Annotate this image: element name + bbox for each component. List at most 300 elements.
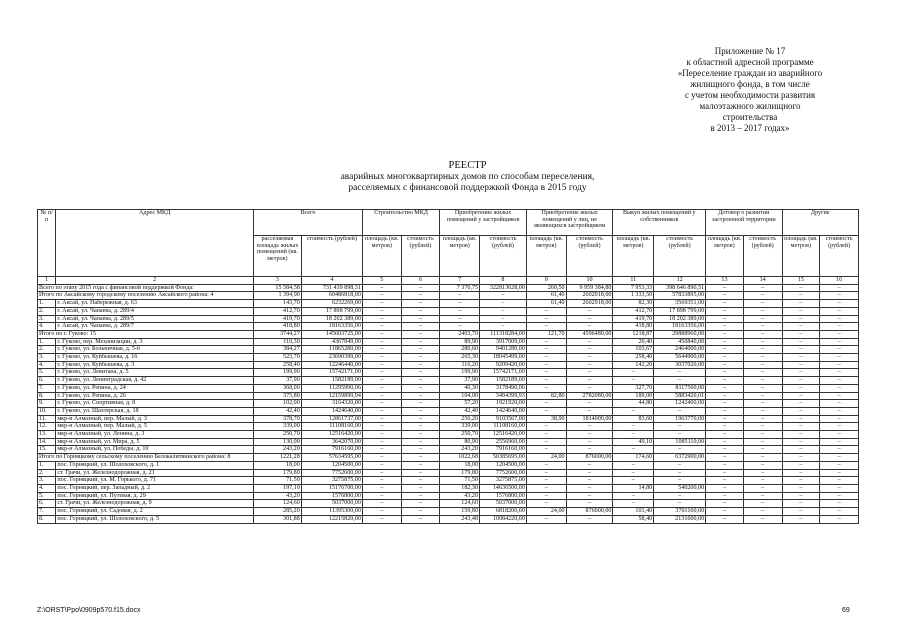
- value-cell: –: [820, 346, 859, 354]
- value-cell: –: [566, 361, 613, 369]
- value-cell: –: [362, 469, 401, 477]
- value-cell: 1 394,90: [253, 292, 301, 300]
- column-number: 4: [301, 277, 362, 285]
- value-cell: –: [362, 377, 401, 385]
- value-cell: –: [401, 500, 440, 508]
- subheader-cost: стоимость (рублей): [301, 236, 362, 277]
- value-cell: –: [820, 392, 859, 400]
- value-cell: –: [613, 446, 654, 454]
- value-cell: –: [654, 492, 706, 500]
- table-row: [38, 400, 859, 408]
- value-cell: –: [526, 338, 566, 346]
- value-cell: –: [743, 361, 782, 369]
- value-cell: 189,00: [613, 392, 654, 400]
- row-number: 8.: [38, 392, 56, 400]
- value-cell: 7 953,33: [613, 284, 654, 292]
- value-cell: –: [820, 500, 859, 508]
- value-cell: 199,90: [253, 369, 301, 377]
- subheader-area: площадь (кв. метров): [706, 236, 744, 277]
- value-cell: 378,70: [253, 415, 301, 423]
- value-cell: 418,80: [613, 323, 654, 331]
- value-cell: –: [782, 315, 820, 323]
- appendix-line: к областной адресной программе: [686, 57, 814, 67]
- value-cell: –: [654, 423, 706, 431]
- value-cell: –: [743, 407, 782, 415]
- value-cell: –: [820, 369, 859, 377]
- row-number: 10.: [38, 407, 56, 415]
- value-cell: –: [526, 438, 566, 446]
- value-cell: 3275875,00: [480, 477, 527, 485]
- value-cell: –: [743, 354, 782, 362]
- value-cell: –: [782, 361, 820, 369]
- value-cell: –: [782, 307, 820, 315]
- value-cell: –: [362, 346, 401, 354]
- value-cell: –: [654, 477, 706, 485]
- value-cell: –: [820, 508, 859, 516]
- table-row: [38, 500, 859, 508]
- value-cell: 40,30: [440, 384, 480, 392]
- value-cell: –: [706, 392, 744, 400]
- registry-table: [37, 209, 859, 524]
- value-cell: 101,40: [613, 508, 654, 516]
- value-cell: 876000,00: [566, 508, 613, 516]
- value-cell: –: [743, 415, 782, 423]
- address-cell: г. Гуково, ул. Ленинградская, д. 42: [56, 377, 254, 385]
- value-cell: 1921920,00: [480, 400, 527, 408]
- table-row: [38, 515, 859, 523]
- value-cell: 18,00: [440, 461, 480, 469]
- header-other: Другие: [782, 210, 859, 236]
- table-row: [38, 392, 859, 400]
- address-cell: ст. Грачи, ул. Железнодорожная, д. 21: [56, 469, 254, 477]
- address-cell: пос. Горняцкий, ул. Путевая, д. 29: [56, 492, 254, 500]
- value-cell: –: [654, 446, 706, 454]
- value-cell: 11295990,06: [301, 384, 362, 392]
- value-cell: –: [362, 461, 401, 469]
- value-cell: –: [362, 330, 401, 338]
- value-cell: –: [782, 323, 820, 331]
- appendix-line: в 2013 – 2017 годах»: [710, 123, 790, 133]
- value-cell: –: [401, 346, 440, 354]
- value-cell: 143,70: [253, 300, 301, 308]
- subheader-area: площадь (кв. метров): [440, 236, 480, 277]
- value-cell: –: [782, 484, 820, 492]
- value-cell: 2464000,00: [654, 346, 706, 354]
- value-cell: –: [362, 392, 401, 400]
- value-cell: –: [566, 346, 613, 354]
- table-row: [38, 446, 859, 454]
- value-cell: –: [820, 515, 859, 523]
- value-cell: –: [526, 423, 566, 431]
- value-cell: –: [362, 307, 401, 315]
- value-cell: –: [706, 354, 744, 362]
- value-cell: –: [566, 407, 613, 415]
- value-cell: 2403,70: [440, 330, 480, 338]
- value-cell: 3744,27: [253, 330, 301, 338]
- value-cell: –: [613, 492, 654, 500]
- value-cell: 17 898 799,00: [301, 307, 362, 315]
- address-cell: г. Аксай, ул. Набережная, д. 63: [56, 300, 254, 308]
- value-cell: 18163356,00: [654, 323, 706, 331]
- value-cell: 3701100,00: [654, 508, 706, 516]
- value-cell: –: [782, 500, 820, 508]
- value-cell: 82,80: [526, 392, 566, 400]
- value-cell: 159,80: [440, 508, 480, 516]
- value-cell: –: [820, 438, 859, 446]
- value-cell: 301,88: [253, 515, 301, 523]
- value-cell: –: [743, 423, 782, 431]
- value-cell: –: [362, 492, 401, 500]
- value-cell: –: [362, 438, 401, 446]
- value-cell: –: [782, 438, 820, 446]
- value-cell: –: [782, 415, 820, 423]
- value-cell: –: [820, 484, 859, 492]
- value-cell: –: [401, 338, 440, 346]
- value-cell: –: [362, 446, 401, 454]
- value-cell: 4367849,00: [301, 338, 362, 346]
- value-cell: 179,80: [440, 469, 480, 477]
- header-total: Всего: [253, 210, 362, 236]
- value-cell: 7916160,00: [480, 446, 527, 454]
- value-cell: –: [566, 477, 613, 485]
- value-cell: 258,40: [253, 361, 301, 369]
- value-cell: –: [654, 431, 706, 439]
- subheader-cost: стоимость (рублей): [820, 236, 859, 277]
- value-cell: 18 202 389,00: [654, 315, 706, 323]
- value-cell: 44,80: [613, 400, 654, 408]
- value-cell: 327,70: [613, 384, 654, 392]
- column-number-row: [38, 277, 859, 285]
- value-cell: 258,40: [613, 354, 654, 362]
- value-cell: 80,90: [440, 438, 480, 446]
- value-cell: 6232269,00: [301, 300, 362, 308]
- value-cell: –: [566, 338, 613, 346]
- value-cell: –: [613, 431, 654, 439]
- value-cell: –: [480, 315, 527, 323]
- value-cell: –: [526, 431, 566, 439]
- value-cell: 7 370,75: [440, 284, 480, 292]
- value-cell: –: [706, 469, 744, 477]
- row-number: 1.: [38, 300, 56, 308]
- value-cell: 250,70: [253, 431, 301, 439]
- value-cell: –: [782, 354, 820, 362]
- value-cell: –: [706, 454, 744, 462]
- value-cell: –: [362, 431, 401, 439]
- subheader-cost: стоимость (рублей): [743, 236, 782, 277]
- value-cell: 243,20: [253, 446, 301, 454]
- value-cell: 89,90: [440, 338, 480, 346]
- value-cell: 29888960,00: [654, 330, 706, 338]
- value-cell: –: [706, 338, 744, 346]
- value-cell: –: [613, 369, 654, 377]
- appendix-line: строительства: [722, 112, 778, 122]
- value-cell: 121,70: [526, 330, 566, 338]
- value-cell: 4596480,00: [566, 330, 613, 338]
- value-cell: 419,70: [253, 315, 301, 323]
- row-number: 1.: [38, 338, 56, 346]
- value-cell: 60486818,00: [301, 292, 362, 300]
- value-cell: –: [782, 292, 820, 300]
- row-number: 8.: [38, 515, 56, 523]
- value-cell: 111318284,00: [480, 330, 527, 338]
- value-cell: –: [362, 323, 401, 331]
- column-number: 6: [401, 277, 440, 285]
- value-cell: 368,00: [253, 384, 301, 392]
- value-cell: –: [782, 407, 820, 415]
- value-cell: –: [362, 400, 401, 408]
- value-cell: –: [526, 354, 566, 362]
- value-cell: 182,30: [440, 484, 480, 492]
- table-row: [38, 492, 859, 500]
- row-number: 4.: [38, 323, 56, 331]
- header-buyout: Выкуп жилых помещений у собственников: [613, 210, 706, 236]
- value-cell: 116,20: [440, 361, 480, 369]
- value-cell: –: [526, 515, 566, 523]
- value-cell: 285,20: [253, 508, 301, 516]
- row-number: 3.: [38, 315, 56, 323]
- column-number: 16: [820, 277, 859, 285]
- value-cell: –: [706, 415, 744, 423]
- row-number: 6.: [38, 500, 56, 508]
- value-cell: –: [401, 307, 440, 315]
- value-cell: –: [613, 407, 654, 415]
- value-cell: 418,80: [253, 323, 301, 331]
- table-row: [38, 461, 859, 469]
- value-cell: 197,10: [253, 484, 301, 492]
- value-cell: 1204500,00: [480, 461, 527, 469]
- value-cell: –: [820, 323, 859, 331]
- value-cell: –: [706, 384, 744, 392]
- value-cell: –: [743, 377, 782, 385]
- value-cell: –: [526, 377, 566, 385]
- value-cell: –: [782, 492, 820, 500]
- value-cell: –: [706, 438, 744, 446]
- value-cell: 11108160,00: [480, 423, 527, 431]
- subheader-total-area: расселяемая площадь жилых помещений (кв. метров): [253, 236, 301, 277]
- column-number: 2: [56, 277, 254, 285]
- summary-row: [38, 330, 859, 338]
- value-cell: –: [401, 377, 440, 385]
- value-cell: 10084220,00: [480, 515, 527, 523]
- value-cell: 145603725,00: [301, 330, 362, 338]
- address-cell: г. Гуково, ул. Шахтерская, д. 18: [56, 407, 254, 415]
- value-cell: 110,30: [253, 338, 301, 346]
- value-cell: –: [782, 392, 820, 400]
- value-cell: 3164320,00: [301, 400, 362, 408]
- value-cell: 50385695,00: [480, 454, 527, 462]
- value-cell: –: [654, 369, 706, 377]
- value-cell: –: [401, 454, 440, 462]
- value-cell: –: [820, 307, 859, 315]
- value-cell: –: [820, 461, 859, 469]
- value-cell: 322813628,00: [480, 284, 527, 292]
- value-cell: –: [706, 346, 744, 354]
- value-cell: –: [362, 300, 401, 308]
- summary-row: [38, 284, 859, 292]
- value-cell: –: [743, 307, 782, 315]
- value-cell: –: [820, 492, 859, 500]
- value-cell: –: [566, 423, 613, 431]
- value-cell: 2131600,00: [654, 515, 706, 523]
- value-cell: –: [401, 431, 440, 439]
- row-number: 13.: [38, 431, 56, 439]
- header-num: № п/п: [38, 210, 56, 277]
- value-cell: 23690399,00: [301, 354, 362, 362]
- address-cell: мкр-н Алмазный, пер. Малый, д. 5: [56, 423, 254, 431]
- table-row: [38, 307, 859, 315]
- value-cell: 42,40: [440, 407, 480, 415]
- value-cell: 57,20: [440, 400, 480, 408]
- value-cell: –: [526, 477, 566, 485]
- value-cell: –: [743, 315, 782, 323]
- value-cell: –: [706, 484, 744, 492]
- value-cell: 57833895,00: [654, 292, 706, 300]
- appendix-line: «Переселение граждан из аварийного: [677, 68, 823, 78]
- value-cell: 24,00: [526, 508, 566, 516]
- table-row: [38, 354, 859, 362]
- value-cell: 3494399,93: [480, 392, 527, 400]
- value-cell: 5883420,01: [654, 392, 706, 400]
- value-cell: 17 898 799,00: [654, 307, 706, 315]
- value-cell: 130,00: [253, 438, 301, 446]
- value-cell: 1 333,50: [613, 292, 654, 300]
- value-cell: 11108160,00: [301, 423, 362, 431]
- value-cell: –: [782, 300, 820, 308]
- value-cell: 12516420,00: [480, 431, 527, 439]
- value-cell: –: [743, 330, 782, 338]
- value-cell: –: [401, 484, 440, 492]
- address-cell: мкр-н Алмазный, ул. Мира, д. 5: [56, 438, 254, 446]
- value-cell: –: [362, 477, 401, 485]
- value-cell: 102,00: [253, 400, 301, 408]
- column-number: 12: [654, 277, 706, 285]
- value-cell: –: [706, 515, 744, 523]
- row-number: 2.: [38, 469, 56, 477]
- address-cell: г. Гуково, ул. Больничная, д. 5-б: [56, 346, 254, 354]
- value-cell: 49,10: [613, 438, 654, 446]
- value-cell: –: [362, 415, 401, 423]
- row-number: 14.: [38, 438, 56, 446]
- value-cell: –: [566, 400, 613, 408]
- value-cell: –: [820, 469, 859, 477]
- value-cell: –: [782, 469, 820, 477]
- value-cell: –: [566, 431, 613, 439]
- value-cell: –: [706, 292, 744, 300]
- value-cell: –: [480, 307, 527, 315]
- row-number: 7.: [38, 508, 56, 516]
- summary-label: Всего по этапу 2015 года с финансовой поддержкой Фонда:: [38, 284, 254, 292]
- value-cell: –: [362, 354, 401, 362]
- value-cell: –: [820, 477, 859, 485]
- value-cell: –: [401, 369, 440, 377]
- value-cell: –: [526, 346, 566, 354]
- row-number: 4.: [38, 484, 56, 492]
- title-line: расселяемых с финансовой поддержкой Фонда в 2015 году: [348, 183, 587, 193]
- value-cell: –: [401, 400, 440, 408]
- subheader-cost: стоимость (рублей): [566, 236, 613, 277]
- value-cell: –: [743, 431, 782, 439]
- value-cell: –: [526, 461, 566, 469]
- value-cell: –: [401, 300, 440, 308]
- value-cell: –: [526, 307, 566, 315]
- value-cell: 104,00: [440, 392, 480, 400]
- value-cell: –: [706, 377, 744, 385]
- value-cell: –: [706, 307, 744, 315]
- subheader-cost: стоимость (рублей): [654, 236, 706, 277]
- header-acq-nondev: Приобретение жилых помещений у лиц, не являющихся застройщиком: [526, 210, 613, 236]
- value-cell: 1204500,00: [301, 461, 362, 469]
- value-cell: 5037000,00: [480, 500, 527, 508]
- value-cell: 3917009,00: [480, 338, 527, 346]
- value-cell: –: [401, 438, 440, 446]
- value-cell: 199,90: [440, 369, 480, 377]
- value-cell: 43,20: [253, 492, 301, 500]
- value-cell: –: [401, 423, 440, 431]
- row-number: 7.: [38, 384, 56, 392]
- row-number: 15.: [38, 446, 56, 454]
- summary-row: [38, 292, 859, 300]
- value-cell: –: [782, 330, 820, 338]
- value-cell: –: [706, 361, 744, 369]
- summary-row: [38, 454, 859, 462]
- value-cell: –: [401, 292, 440, 300]
- value-cell: 1085110,00: [654, 438, 706, 446]
- value-cell: 57634595,00: [301, 454, 362, 462]
- value-cell: –: [401, 315, 440, 323]
- value-cell: –: [820, 415, 859, 423]
- value-cell: –: [782, 431, 820, 439]
- value-cell: 375,80: [253, 392, 301, 400]
- table-row: [38, 300, 859, 308]
- value-cell: 419,70: [613, 315, 654, 323]
- value-cell: –: [706, 323, 744, 331]
- value-cell: –: [654, 407, 706, 415]
- subheader-area: площадь (кв. метров): [526, 236, 566, 277]
- table-row: [38, 423, 859, 431]
- value-cell: 3569351,00: [654, 300, 706, 308]
- column-number: 1: [38, 277, 56, 285]
- value-cell: 18 202 389,00: [301, 315, 362, 323]
- title-line: аварийных многоквартирных домов по способам переселения,: [340, 171, 595, 182]
- header-contract: Договор о развитии застроенной территории: [706, 210, 782, 236]
- address-cell: пос. Горняцкий, пер. Западный, д. 2: [56, 484, 254, 492]
- table-row: [38, 477, 859, 485]
- value-cell: –: [613, 477, 654, 485]
- table-body: [38, 284, 859, 523]
- value-cell: 260,50: [526, 284, 566, 292]
- row-number: 5.: [38, 369, 56, 377]
- value-cell: 58,40: [613, 515, 654, 523]
- value-cell: 1218,87: [613, 330, 654, 338]
- value-cell: 339,00: [253, 423, 301, 431]
- subheader-cost: стоимость (рублей): [401, 236, 440, 277]
- address-cell: пос. Горняцкий, ул. Садовая, д. 2: [56, 508, 254, 516]
- row-number: 12.: [38, 423, 56, 431]
- value-cell: –: [362, 500, 401, 508]
- summary-label: Итого по Горняцкому сельскому поселению Белокалитвинского района: 8: [38, 454, 254, 462]
- value-cell: –: [782, 454, 820, 462]
- value-cell: 14,80: [613, 484, 654, 492]
- value-cell: 5644900,00: [654, 354, 706, 362]
- value-cell: –: [743, 338, 782, 346]
- value-cell: –: [401, 407, 440, 415]
- value-cell: –: [401, 330, 440, 338]
- value-cell: 18163356,00: [301, 323, 362, 331]
- column-number: 13: [706, 277, 744, 285]
- value-cell: –: [566, 500, 613, 508]
- value-cell: –: [654, 469, 706, 477]
- value-cell: 9 959 384,80: [566, 284, 613, 292]
